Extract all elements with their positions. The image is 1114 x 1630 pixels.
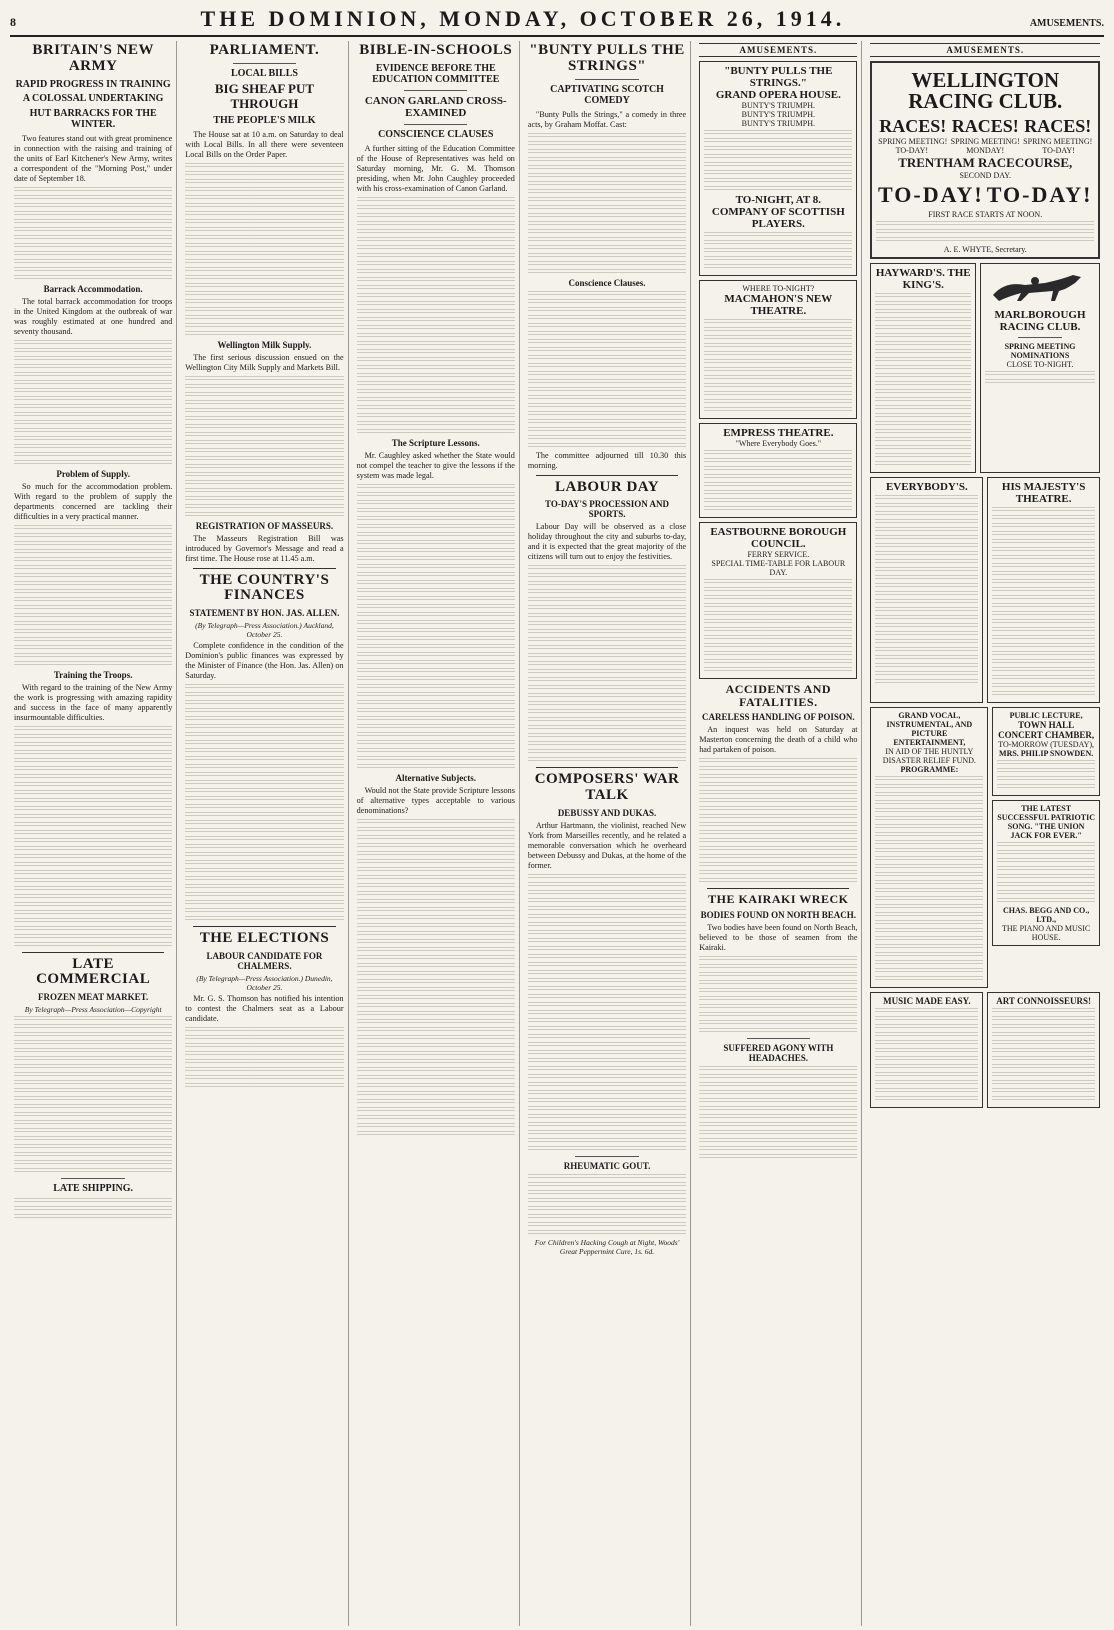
ad-line: FIRST RACE STARTS AT NOON. [928, 210, 1043, 219]
ad-row-two [870, 477, 1100, 707]
ad-title: EVERYBODY'S. [885, 481, 968, 493]
article-paragraph: The House sat at 10 a.m. on Saturday to deal with Local Bills. In all there were seventeen Local Bills on the Order Paper. [185, 129, 344, 159]
subhead-colossal: A COLOSSAL UNDERTAKING [22, 93, 164, 104]
ad-line: TO-MORROW (TUESDAY), [998, 740, 1095, 749]
article-paragraph: Complete confidence in the condition of the Dominion's public finances was expressed by the Minister of Finance (the Hon. Jas. Allen) on Saturday. [185, 641, 344, 681]
section-heading: REGISTRATION OF MASSEURS. [195, 520, 334, 531]
ad-venue: TRENTHAM RACECOURSE, [898, 155, 1073, 170]
ad-title: PUBLIC LECTURE, [1009, 711, 1083, 720]
ad-venue: GRAND OPERA HOUSE. [715, 89, 841, 101]
headline-countrys-finances: THE COUNTRY'S FINANCES [199, 571, 330, 604]
subhead-evidence: EVIDENCE BEFORE THE EDUCATION COMMITTEE [372, 62, 500, 86]
article-paragraph: An inquest was held on Saturday at Masterton concerning the death of a child who had partaken of poison. [699, 725, 858, 755]
races-word: RACES! [951, 116, 1019, 136]
ad-title: MARLBOROUGH RACING CLUB. [994, 309, 1086, 333]
ad-peppermint-cure: For Children's Hacking Cough at Night, Woods' Great Peppermint Cure, 1s. 6d. [534, 1237, 680, 1256]
article-paragraph: Two bodies have been found on North Beach, believed to be those of seamen from the Kairaki. [699, 922, 858, 952]
ad-wellington-racing [870, 61, 1100, 259]
today-word: TO-DAY! [878, 182, 984, 207]
ad-line: TOWN HALL CONCERT CHAMBER, [998, 720, 1095, 740]
headline-parliament: PARLIAMENT. [209, 42, 320, 58]
amusements-label: AMUSEMENTS. [870, 43, 1100, 57]
ad-line: TO-DAY! [895, 146, 929, 155]
subhead-rapid-progress: RAPID PROGRESS IN TRAINING [15, 78, 171, 90]
ad-line: PROGRAMME: [900, 765, 959, 774]
headline-accidents: ACCIDENTS AND FATALITIES. [725, 682, 832, 709]
subhead-labour-candidate: LABOUR CANDIDATE FOR CHALMERS. [206, 950, 323, 971]
byline: By Telegraph—Press Association—Copyright [24, 1005, 162, 1014]
ad-stack-right [992, 707, 1100, 992]
headline-rheumatic-gout: RHEUMATIC GOUT. [563, 1160, 651, 1171]
column-6 [866, 41, 1104, 1626]
article-paragraph: Would not the State provide Scripture lessons of alternative types acceptable to various denominations? [356, 785, 515, 815]
ad-union-jack [992, 800, 1100, 946]
ad-title: HIS MAJESTY'S THEATRE. [1001, 481, 1086, 505]
ad-line: BUNTY'S TRIUMPH. [741, 110, 815, 119]
ad-line: BUNTY'S TRIUMPH. [741, 119, 815, 128]
ad-line: SECOND DAY. [959, 171, 1012, 180]
section-heading: Training the Troops. [53, 669, 133, 680]
subhead-conscience-clauses: CONSCIENCE CLAUSES [378, 129, 494, 141]
ad-line: BUNTY'S TRIUMPH. [741, 101, 815, 110]
ad-title: ART CONNOISSEURS! [996, 996, 1092, 1006]
ad-line: WHERE TO-NIGHT? [742, 284, 815, 293]
subhead-bodies-found: BODIES FOUND ON NORTH BEACH. [700, 909, 857, 920]
ad-line: SPRING MEETING! [950, 137, 1020, 146]
ad-title: WELLINGTON RACING CLUB. [908, 68, 1063, 113]
races-word: RACES! [1024, 116, 1092, 136]
ad-line: MONDAY! [966, 146, 1005, 155]
races-row [876, 116, 1094, 137]
column-5 [695, 41, 862, 1626]
masthead [10, 6, 1104, 37]
article-paragraph: The Masseurs Registration Bill was introduced by Governor's Message and read a first time. The House rose at 11.45 a.m. [185, 533, 344, 563]
ad-row-three [870, 707, 1100, 992]
subhead-big-sheaf: BIG SHEAF PUT THROUGH [214, 81, 315, 112]
ad-title: EASTBOURNE BOROUGH COUNCIL. [710, 526, 847, 550]
ad-everybodys [870, 477, 983, 703]
today-word: TO-DAY! [986, 182, 1093, 207]
column-2 [181, 41, 348, 1626]
ad-line: A. E. WHYTE, Secretary. [943, 245, 1027, 254]
ad-line: SPECIAL TIME-TABLE FOR LABOUR DAY. [711, 559, 846, 577]
ad-his-majestys [987, 477, 1100, 703]
byline: (By Telegraph—Press Association.) Dunedin, October 25. [196, 973, 333, 992]
ad-title: THE LATEST SUCCESSFUL PATRIOTIC SONG. "THE UNION JACK FOR EVER." [997, 804, 1095, 840]
article-paragraph: The committee adjourned till 10.30 this morning. [527, 450, 687, 470]
headline-late-commercial: LATE COMMERCIAL [36, 955, 151, 988]
article-paragraph: Labour Day will be observed as a close holiday throughout the city and suburbs to-day, and it is expected that the great majority of the citizens will turn out to enjoy the festivities. [527, 522, 687, 562]
article-paragraph: Mr. G. S. Thomson has notified his intention to contest the Chalmers seat as a Labour candidate. [185, 993, 344, 1023]
headline-bible-in-schools: BIBLE-IN-SCHOOLS [359, 42, 513, 58]
ad-title: "BUNTY PULLS THE STRINGS." [724, 65, 833, 89]
article-paragraph: Arthur Hartmann, the violinist, reached New York from Marseilles recently, and he related a memorable conversation which he overheard between Debussy and Dukas, at the home of the former. [527, 820, 687, 870]
ad-title: GRAND VOCAL, INSTRUMENTAL, AND PICTURE ENTERTAINMENT, [886, 711, 973, 747]
headline-late-shipping: LATE SHIPPING. [53, 1183, 134, 1194]
column-3 [353, 41, 520, 1626]
ad-line: "Where Everybody Goes." [735, 439, 822, 448]
article-paragraph: The total barrack accommodation for troops in the United Kingdom at the outbreak of war was roughly estimated at one hundred and seventy thousand. [14, 296, 173, 336]
ad-line: CHAS. BEGG AND CO., LTD., [1003, 906, 1090, 924]
ad-row-theatres [870, 263, 1100, 477]
headline-suffered-agony: SUFFERED AGONY WITH HEADACHES. [723, 1042, 834, 1063]
headline-composers: COMPOSERS' WAR TALK [534, 771, 680, 803]
article-paragraph: "Bunty Pulls the Strings," a comedy in three acts, by Graham Moffat. Cast: [527, 109, 687, 129]
ad-public-lecture [992, 707, 1100, 796]
ad-line: MRS. PHILIP SNOWDEN. [999, 749, 1094, 758]
ad-title: EMPRESS THEATRE. [723, 427, 834, 439]
subhead-procession: TO-DAY'S PROCESSION AND SPORTS. [545, 499, 670, 520]
ad-grand-vocal [870, 707, 988, 988]
column-4 [524, 41, 691, 1626]
headline-elections: THE ELECTIONS [199, 930, 330, 947]
section-heading: Alternative Subjects. [395, 772, 476, 783]
section-label: AMUSEMENTS. [1029, 18, 1104, 29]
page-number: 8 [10, 15, 16, 29]
subhead-statement-allen: STATEMENT BY HON. JAS. ALLEN. [189, 608, 340, 619]
subhead-local-bills: LOCAL BILLS [230, 67, 298, 79]
subhead-scotch-comedy: CAPTIVATING SCOTCH COMEDY [550, 83, 664, 106]
article-paragraph: Mr. Caughley asked whether the State would not compel the teacher to give the lessons if the system was made legal. [356, 450, 515, 480]
ad-empress [699, 423, 857, 518]
article-paragraph: With regard to the training of the New Army the work is progressing with amazing rapidity and success in the face of many apparently insurmountable difficulties. [14, 682, 173, 722]
subhead-debussy: DEBUSSY AND DUKAS. [557, 807, 657, 818]
ad-line: SPRING MEETING! [878, 137, 948, 146]
ad-line: SPRING MEETING! [1023, 137, 1093, 146]
ad-line: COMPANY OF SCOTTISH PLAYERS. [711, 206, 845, 230]
ad-macmahon [699, 280, 857, 419]
byline: (By Telegraph—Press Association.) Auckland, October 25. [195, 621, 334, 640]
subhead-canon-garland: CANON GARLAND CROSS-EXAMINED [364, 94, 507, 120]
headline-bunty: "BUNTY PULLS THE STRINGS" [529, 42, 685, 74]
article-paragraph: The first serious discussion ensued on the Wellington City Milk Supply and Markets Bill. [185, 352, 344, 372]
headline-labour-day: LABOUR DAY [555, 478, 660, 495]
ad-line: SPRING MEETING NOMINATIONS [1004, 342, 1076, 360]
headline-kairaki: THE KAIRAKI WRECK [708, 892, 849, 907]
ad-title: MUSIC MADE EASY. [883, 996, 971, 1006]
racehorse-illustration [985, 271, 1095, 305]
subhead-peoples-milk: THE PEOPLE'S MILK [213, 115, 316, 127]
ad-line: FERRY SERVICE. [747, 550, 810, 559]
columns [10, 41, 1104, 1626]
ad-haywards [870, 263, 976, 473]
section-heading: The Scripture Lessons. [391, 437, 480, 448]
ad-eastbourne [699, 522, 857, 679]
section-heading: Wellington Milk Supply. [217, 339, 312, 350]
races-word: RACES! [879, 116, 947, 136]
big-today-row [876, 180, 1094, 210]
today-row [876, 146, 1094, 155]
section-heading: Barrack Accommodation. [43, 283, 143, 294]
article-paragraph: So much for the accommodation problem. With regard to the problem of supply the departments concerned are tackling their difficulties in a very practical manner. [14, 481, 173, 521]
ad-title: MACMAHON'S NEW THEATRE. [724, 293, 833, 317]
headline-new-army: BRITAIN'S NEW ARMY [32, 42, 154, 74]
ad-row-four [870, 992, 1100, 1112]
subhead-frozen-meat: FROZEN MEAT MARKET. [38, 992, 149, 1002]
subhead-poison: CARELESS HANDLING OF POISON. [701, 712, 855, 723]
article-paragraph: A further sitting of the Education Committee of the House of Representatives was held on Saturday morning, Mr. G. M. Thomson presiding, when Mr. John Caughley proceeded with his cross-examination of Canon Garland. [356, 143, 515, 193]
ad-bunty [699, 61, 857, 276]
amusements-label: AMUSEMENTS. [699, 43, 857, 57]
column-1 [10, 41, 177, 1626]
ad-line: TO-NIGHT, AT 8. [735, 194, 822, 206]
section-heading: Conscience Clauses. [568, 277, 646, 288]
ad-marlborough [980, 263, 1100, 473]
ad-title: HAYWARD'S. THE KING'S. [875, 267, 971, 291]
ad-line: TO-DAY! [1042, 146, 1075, 155]
article-paragraph: Two features stand out with great prominence in connection with the raising and training of the units of Earl Kitchener's New Army, writes a correspondent of the "Morning Post," under date of September 18. [14, 133, 173, 183]
ad-line: IN AID OF THE HUNTLY DISASTER RELIEF FUND. [882, 747, 976, 765]
section-heading: Problem of Supply. [56, 468, 130, 479]
subhead-hut-barracks: HUT BARRACKS FOR THE WINTER. [29, 107, 157, 130]
spring-row [876, 137, 1094, 146]
ad-art [987, 992, 1100, 1108]
ad-line: THE PIANO AND MUSIC HOUSE. [1002, 924, 1091, 942]
ad-music [870, 992, 983, 1108]
ad-line: CLOSE TO-NIGHT. [1006, 360, 1074, 369]
paper-date-line: THE DOMINION, MONDAY, OCTOBER 26, 1914. [200, 6, 846, 31]
